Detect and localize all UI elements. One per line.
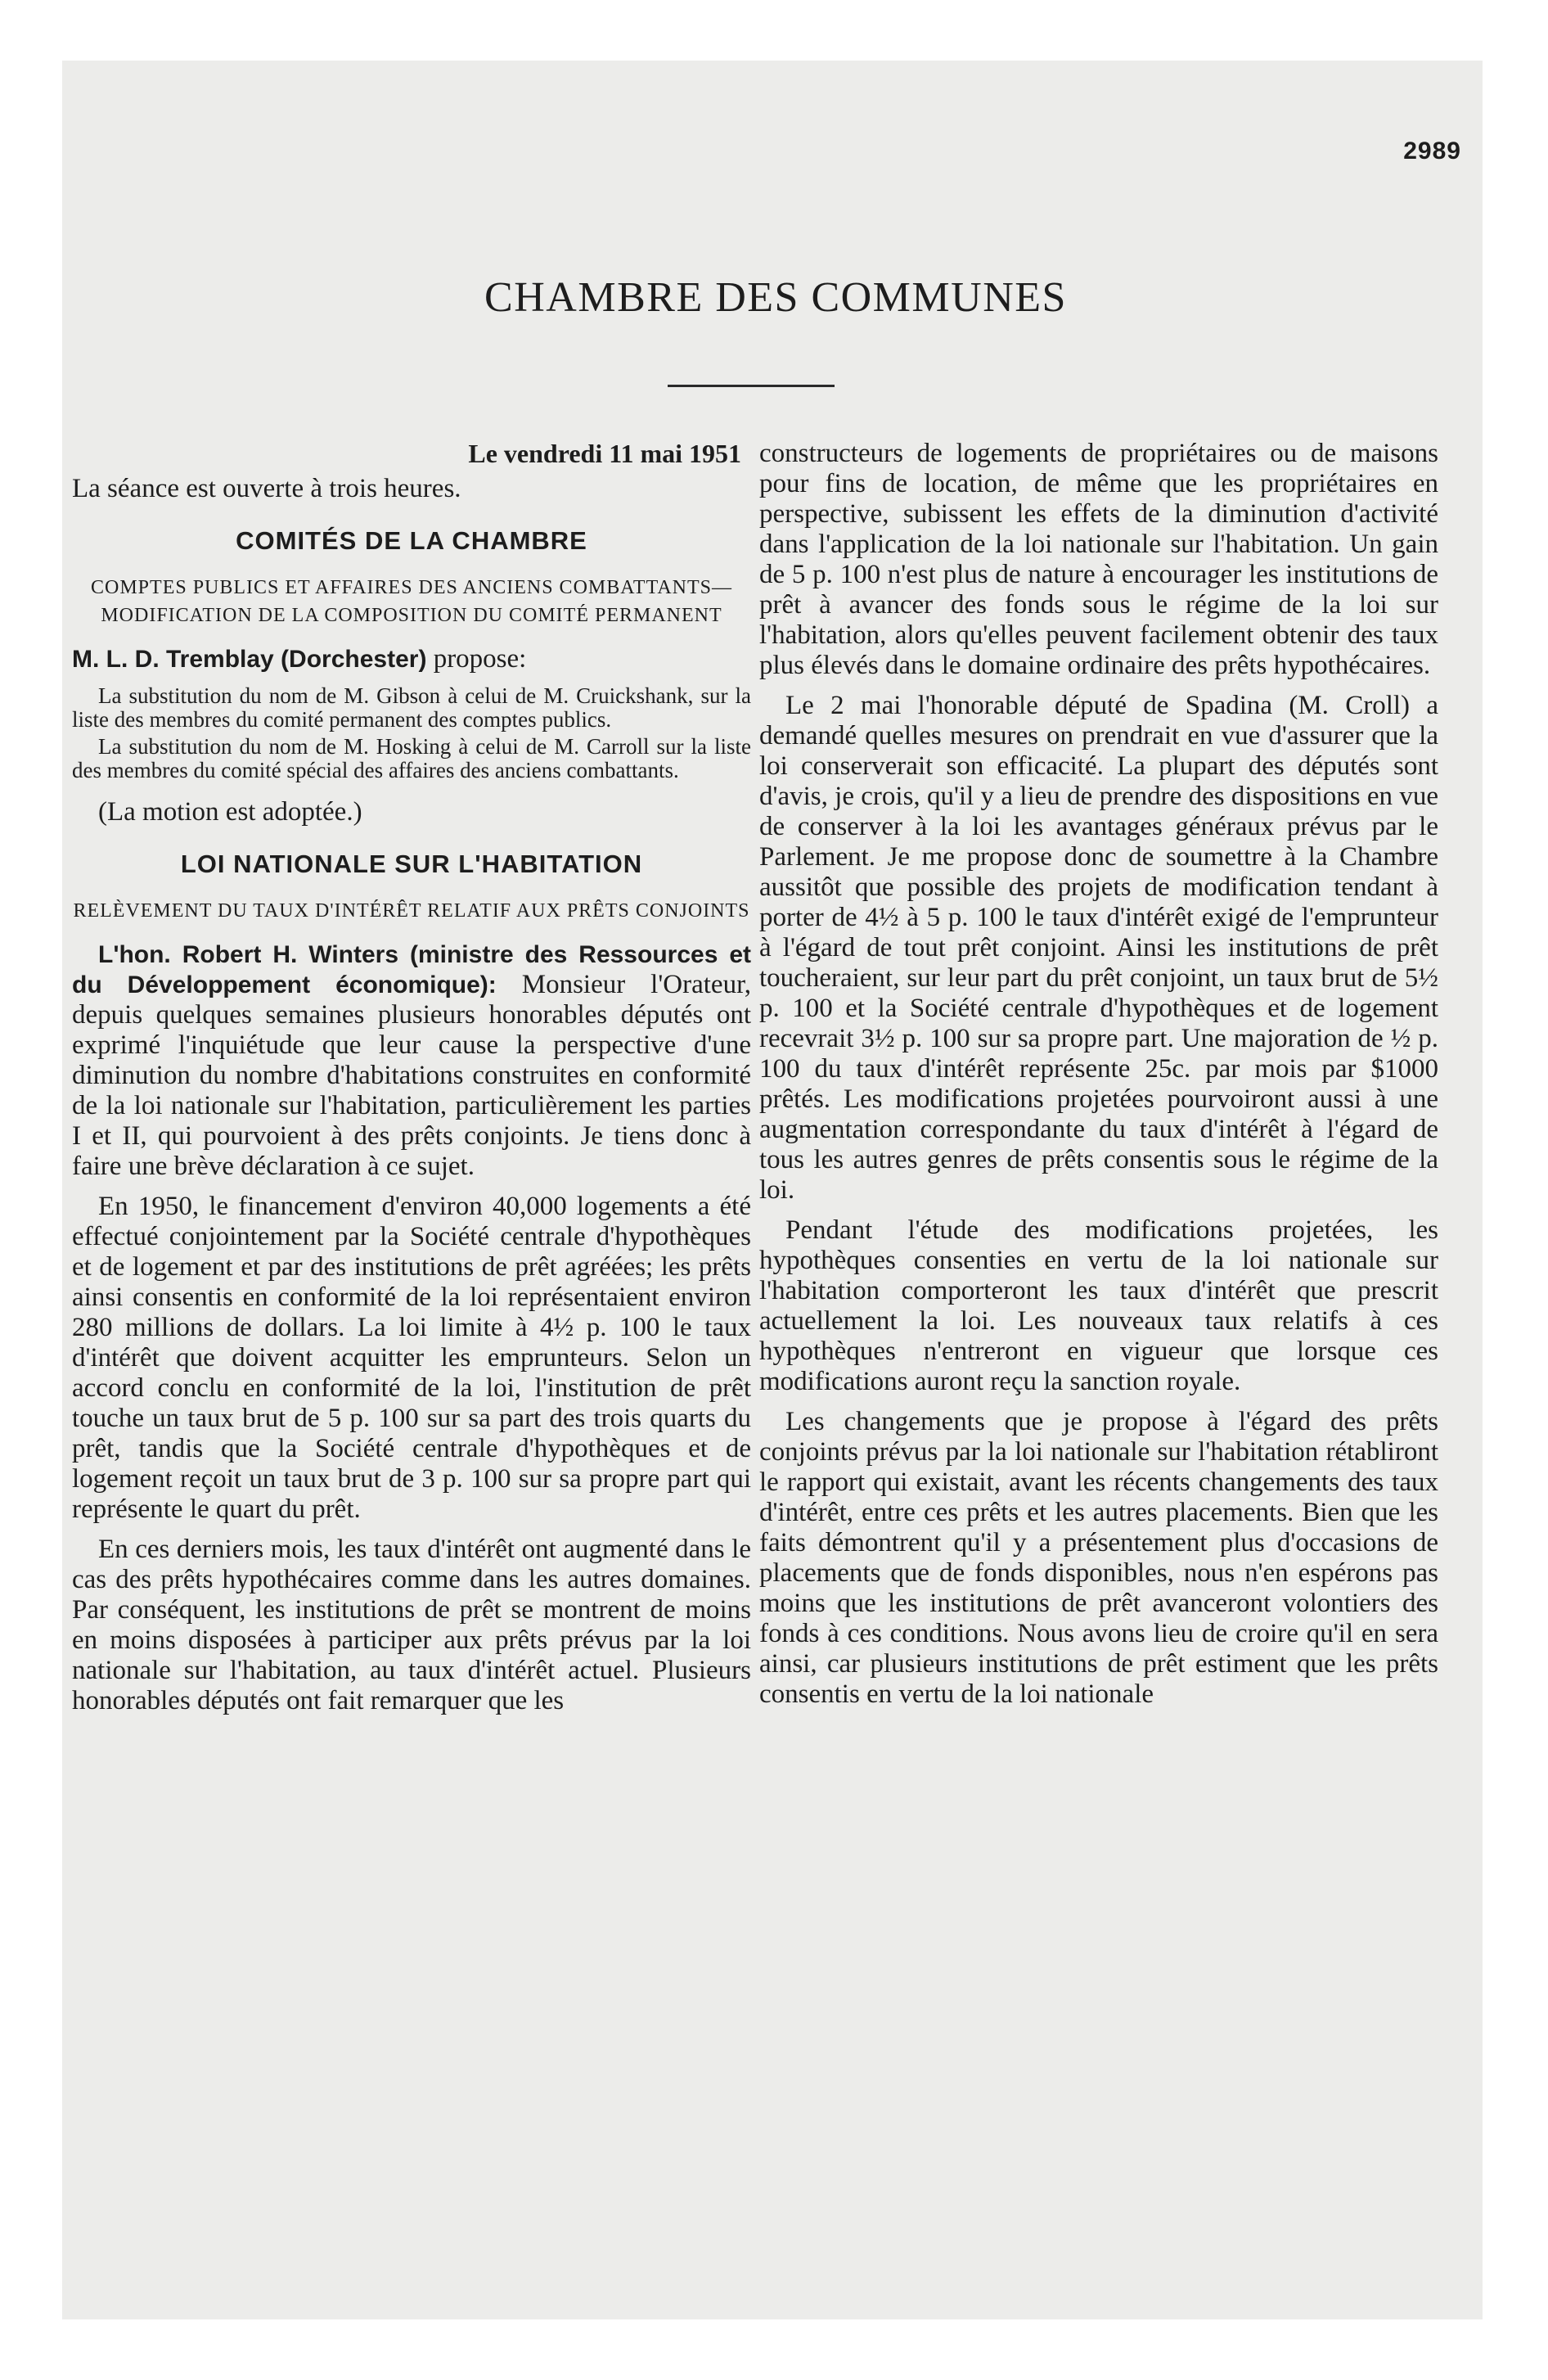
section-subheading-housing: RELÈVEMENT DU TAUX D'INTÉRÊT RELATIF AUX PRÊTS CONJOINTS [73,900,750,922]
motion-verb: propose: [426,644,527,674]
section-heading-housing: LOI NATIONALE SUR L'HABITATION [180,850,643,878]
motion-item-2: La substitution du nom de M. Hosking à celui de M. Carroll sur la liste des membres du comité spécial des affaires des anciens combattants. [72,734,751,782]
right-paragraph-1: constructeurs de logements de propriétaires ou de maisons pour fins de location, de même que les propriétaires en perspective, subissent les effets de la diminution d'activité dans l'application de la loi nationale sur l'habitation. Un gain de 5 p. 100 n'est plus de nature à encourager les institutions de prêt à avancer des fonds sous le régime de la loi sur l'habitation, alors qu'elles peuvent facilement obtenir des taux plus élevés dans le domaine ordinaire des prêts hypothécaires. [759,439,1438,680]
motion-result: (La motion est adoptée.) [98,797,362,827]
opening-line: La séance est ouverte à trois heures. [72,474,461,503]
section-subheading-committees: COMPTES PUBLICS ET AFFAIRES DES ANCIENS COMBATTANTS—MODIFICATION DE LA COMPOSITION DU COMITÉ PERMANENT [91,577,732,626]
page-number: 2989 [1403,137,1461,165]
title-divider [668,385,835,387]
speech-paragraph-2: En 1950, le financement d'environ 40,000 logements a été effectué conjointement par la Société centrale d'hypothèques et de logement et par des institutions de prêt agréées; les prêts ainsi consentis en conformité de la loi représentaient environ 280 millions de dollars. La loi limite à 4½ p. 100 le taux d'intérêt que doivent acquitter les emprunteurs. Selon un accord conclu en conformité de la loi, l'institution de prêt touche un taux brut de 5 p. 100 sur sa part des trois quarts du prêt, tandis que la Société centrale d'hypothèques et de logement reçoit un taux brut de 3 p. 100 sur sa propre part qui représente le quart du prêt. [72,1192,751,1524]
page-title: CHAMBRE DES COMMUNES [484,274,1067,321]
motion-item-1: La substitution du nom de M. Gibson à celui de M. Cruickshank, sur la liste des membres du comité permanent des comptes publics. [72,683,751,732]
left-column [72,439,751,1726]
speech-paragraph-1 [72,940,751,1182]
sitting-date: Le vendredi 11 mai 1951 [468,439,741,468]
speech-text-1: Monsieur l'Orateur, depuis quelques semaines plusieurs honorables députés ont exprimé l'inquiétude que leur cause la perspective d'une diminution du nombre d'habitations construites en conformité de la loi nationale sur l'habitation, particulièrement les parties I et II, qui pourvoient à des prêts conjoints. Je tiens donc à faire une brève déclaration à ce sujet. [72,970,751,1181]
speech-paragraph-3: En ces derniers mois, les taux d'intérêt ont augmenté dans le cas des prêts hypothécaires comme dans les autres domaines. Par conséquent, les institutions de prêt se montrent de moins en moins disposées à participer aux prêts prévus par la loi nationale sur l'habitation, au taux d'intérêt actuel. Plusieurs honorables députés ont fait remarquer que les [72,1535,751,1715]
motion-speaker: M. L. D. Tremblay (Dorchester) [72,646,427,673]
speech-speaker: L'hon. Robert H. Winters (ministre des Ressources et du Développement économique): [72,941,751,998]
right-column [759,439,1438,1720]
right-paragraph-4: Les changements que je propose à l'égard des prêts conjoints prévus par la loi nationale sur l'habitation rétabliront le rapport qui existait, avant les récents changements des taux d'intérêt, entre ces prêts et les autres placements. Bien que les faits démontrent qu'il y a présentement plus d'occasions de placements que de fonds disponibles, nous n'en espérons pas moins que les institutions de prêt avanceront volontiers des fonds à ces conditions. Nous avons lieu de croire qu'il en sera ainsi, car plusieurs institutions de prêt estiment que les prêts consentis en vertu de la loi nationale [759,1407,1438,1709]
right-paragraph-3: Pendant l'étude des modifications projetées, les hypothèques consenties en vertu de la loi nationale sur l'habitation comporteront les taux d'intérêt que prescrit actuellement la loi. Les nouveaux taux relatifs à ces hypothèques n'entreront en vigueur que lorsque ces modifications auront reçu la sanction royale. [759,1215,1438,1396]
section-heading-committees: COMITÉS DE LA CHAMBRE [236,526,587,555]
motion-paragraph [72,644,751,674]
right-paragraph-2: Le 2 mai l'honorable député de Spadina (M. Croll) a demandé quelles mesures on prendrait en vue d'assurer que la loi conserverait son efficacité. La plupart des députés sont d'avis, je crois, qu'il y a lieu de prendre des dispositions en vue de conserver à la loi les avantages généraux prévus par le Parlement. Je me propose donc de soumettre à la Chambre aussitôt que possible des projets de modification tendant à porter de 4½ à 5 p. 100 le taux d'intérêt exigé de l'emprunteur à l'égard de tout prêt conjoint. Ainsi les institutions de prêt toucheraient, sur leur part du prêt conjoint, un taux brut de 5½ p. 100 et la Société centrale d'hypothèques et de logement recevrait 3½ p. 100 sur sa propre part. Une majoration de ½ p. 100 du taux d'intérêt représente 25c. par mois par $1000 prêtés. Les modifications projetées pourvoiront aussi à une augmentation correspondante du taux d'intérêt à l'égard de tous les autres genres de prêts consentis sous le régime de la loi. [759,691,1438,1205]
